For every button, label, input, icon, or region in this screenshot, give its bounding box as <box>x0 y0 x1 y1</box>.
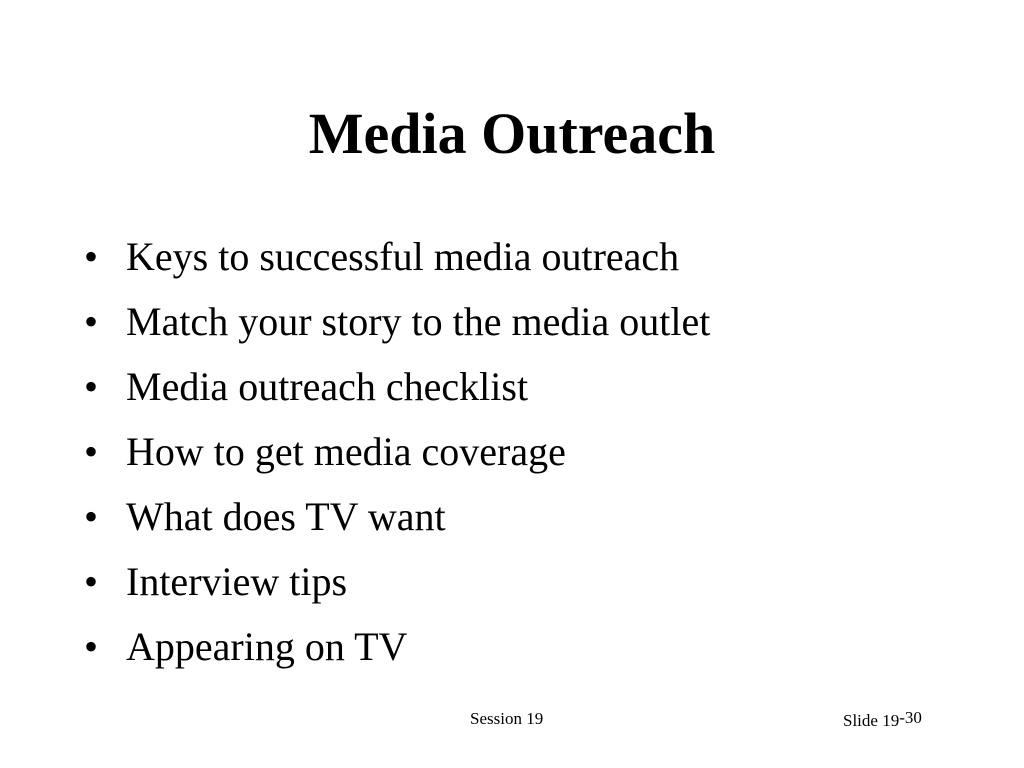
bullet-text: Media outreach checklist <box>126 364 529 409</box>
footer-session-label: Session 19 <box>470 709 544 728</box>
bullet-text: Keys to successful media outreach <box>126 234 680 279</box>
bullet-dot-icon: • <box>84 364 99 409</box>
slide-number-prefix: Slide 19 <box>843 711 900 730</box>
bullet-text: Interview tips <box>126 559 348 604</box>
bullet-dot-icon: • <box>84 299 99 344</box>
bullet-dot-icon: • <box>84 429 99 474</box>
bullet-dot-icon: • <box>84 494 99 539</box>
bullet-dot-icon: • <box>84 624 99 669</box>
bullet-text: How to get media coverage <box>126 429 566 474</box>
slide-number-suffix: -30 <box>899 708 922 727</box>
bullet-dot-icon: • <box>84 234 99 279</box>
bullet-text: What does TV want <box>126 494 446 539</box>
bullet-text: Match your story to the media outlet <box>126 299 711 344</box>
slide-title: Media Outreach <box>308 101 716 166</box>
footer-slide-number <box>843 708 922 730</box>
bullet-dot-icon: • <box>84 559 99 604</box>
bullet-text: Appearing on TV <box>126 624 408 669</box>
